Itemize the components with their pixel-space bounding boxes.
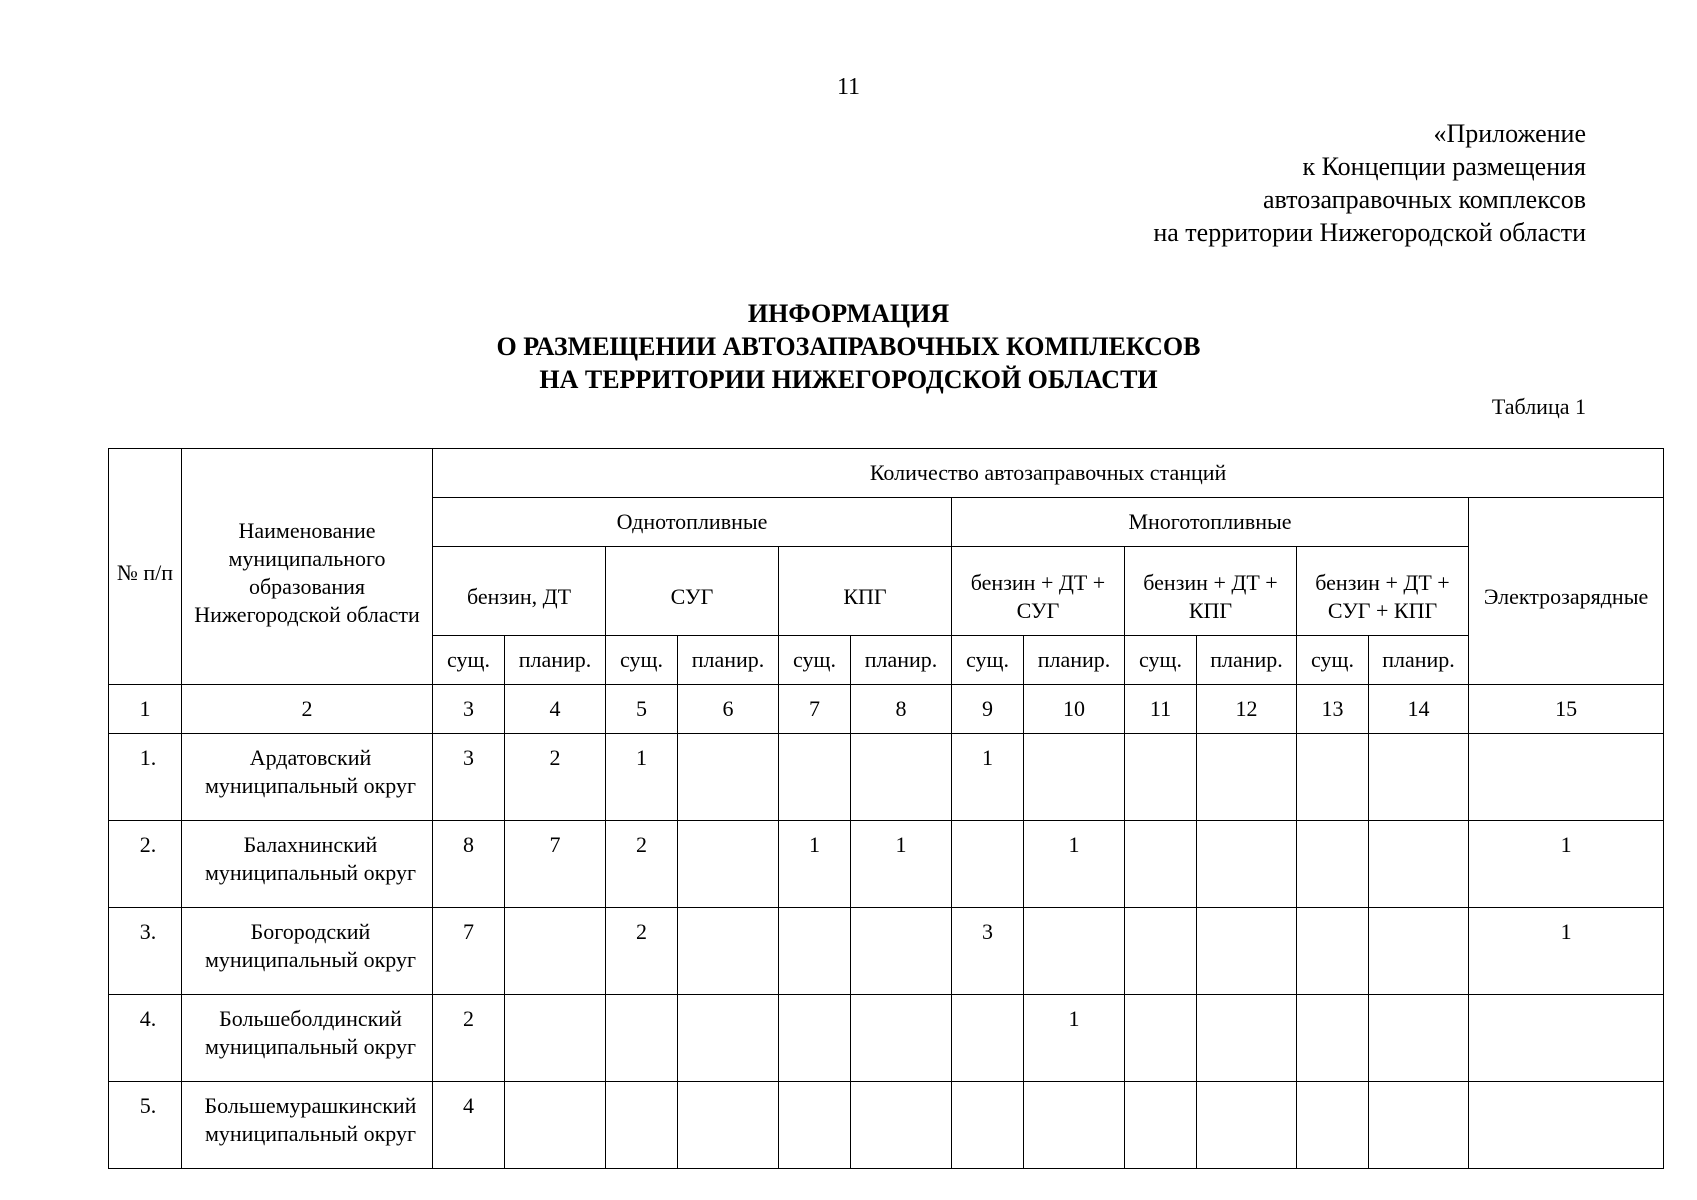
header-exist: сущ.	[1297, 636, 1369, 685]
header-exist: сущ.	[606, 636, 678, 685]
column-number: 5	[606, 685, 678, 734]
station-count-cell	[1125, 1082, 1197, 1169]
station-count-cell: 1	[1469, 908, 1664, 995]
header-multi-fuel: Многотопливные	[952, 498, 1469, 547]
header-single-fuel: Однотопливные	[433, 498, 952, 547]
station-count-cell	[505, 908, 606, 995]
column-number: 1	[109, 685, 182, 734]
station-count-cell: 7	[505, 821, 606, 908]
header-exist: сущ.	[952, 636, 1024, 685]
station-count-cell: 4	[433, 1082, 505, 1169]
station-count-cell	[678, 821, 779, 908]
station-count-cell: 1	[1469, 821, 1664, 908]
station-count-cell	[1369, 1082, 1469, 1169]
column-number-row	[109, 685, 1664, 734]
station-count-cell: 8	[433, 821, 505, 908]
station-count-cell	[606, 995, 678, 1082]
header-petrol-dt-kpg: бензин + ДТ + КПГ	[1125, 547, 1297, 636]
table-row	[109, 821, 1664, 908]
station-count-cell	[1024, 734, 1125, 821]
station-count-cell	[1297, 995, 1369, 1082]
station-count-cell: 1	[1024, 995, 1125, 1082]
station-count-cell	[1369, 995, 1469, 1082]
appendix-line: к Концепции размещения	[1302, 152, 1586, 181]
title-line: НА ТЕРРИТОРИИ НИЖЕГОРОДСКОЙ ОБЛАСТИ	[539, 365, 1158, 394]
title-line: О РАЗМЕЩЕНИИ АВТОЗАПРАВОЧНЫХ КОМПЛЕКСОВ	[496, 332, 1201, 361]
station-count-cell	[779, 995, 851, 1082]
row-number: 5.	[109, 1082, 182, 1169]
station-count-cell	[1197, 734, 1297, 821]
column-number: 15	[1469, 685, 1664, 734]
row-number: 1.	[109, 734, 182, 821]
header-num: № п/п	[109, 449, 182, 685]
row-number: 3.	[109, 908, 182, 995]
column-number: 4	[505, 685, 606, 734]
header-petrol-dt-sug: бензин + ДТ + СУГ	[952, 547, 1125, 636]
header-petrol-dt-sug-kpg: бензин + ДТ + СУГ + КПГ	[1297, 547, 1469, 636]
header-plan: планир.	[678, 636, 779, 685]
header-exist: сущ.	[779, 636, 851, 685]
station-count-cell	[678, 995, 779, 1082]
station-count-cell	[952, 995, 1024, 1082]
station-count-cell	[1125, 821, 1197, 908]
header-exist: сущ.	[1125, 636, 1197, 685]
station-count-cell	[851, 908, 952, 995]
station-count-cell	[1125, 908, 1197, 995]
station-count-cell: 3	[433, 734, 505, 821]
station-count-cell	[1469, 995, 1664, 1082]
station-count-cell: 2	[606, 908, 678, 995]
station-count-cell	[1369, 908, 1469, 995]
station-count-cell	[505, 1082, 606, 1169]
title-line: ИНФОРМАЦИЯ	[747, 299, 950, 328]
header-plan: планир.	[1369, 636, 1469, 685]
appendix-caption	[1153, 117, 1586, 249]
station-count-cell	[1469, 1082, 1664, 1169]
column-number: 2	[182, 685, 433, 734]
column-number: 11	[1125, 685, 1197, 734]
row-number: 4.	[109, 995, 182, 1082]
station-count-cell	[952, 1082, 1024, 1169]
column-number: 14	[1369, 685, 1469, 734]
station-count-cell	[779, 734, 851, 821]
table-row	[109, 734, 1664, 821]
station-count-cell	[505, 995, 606, 1082]
station-count-cell	[1297, 821, 1369, 908]
station-count-cell	[779, 908, 851, 995]
municipality-name: Большеболдинский муниципальный округ	[182, 995, 433, 1082]
header-plan: планир.	[505, 636, 606, 685]
station-count-cell	[1369, 734, 1469, 821]
column-number: 9	[952, 685, 1024, 734]
table-row	[109, 995, 1664, 1082]
station-count-cell	[1369, 821, 1469, 908]
station-count-cell	[1197, 1082, 1297, 1169]
station-count-cell	[1197, 908, 1297, 995]
column-number: 7	[779, 685, 851, 734]
appendix-line: на территории Нижегородской области	[1153, 218, 1586, 247]
station-count-cell	[678, 908, 779, 995]
table-row	[109, 1082, 1664, 1169]
station-count-cell	[1024, 1082, 1125, 1169]
station-count-cell: 1	[952, 734, 1024, 821]
station-count-cell	[678, 1082, 779, 1169]
station-count-cell: 3	[952, 908, 1024, 995]
station-count-cell	[1024, 908, 1125, 995]
station-count-cell: 2	[505, 734, 606, 821]
municipality-name: Балахнинский муниципальный округ	[182, 821, 433, 908]
station-count-cell	[1297, 908, 1369, 995]
column-number: 8	[851, 685, 952, 734]
station-count-cell: 1	[779, 821, 851, 908]
station-count-cell	[779, 1082, 851, 1169]
header-station-count: Количество автозаправочных станций	[433, 449, 1664, 498]
station-count-cell	[851, 734, 952, 821]
stations-table	[108, 448, 1664, 1169]
municipality-name: Ардатовский муниципальный округ	[182, 734, 433, 821]
station-count-cell	[1469, 734, 1664, 821]
municipality-name: Большемурашкинский муниципальный округ	[182, 1082, 433, 1169]
header-plan: планир.	[1024, 636, 1125, 685]
header-sug: СУГ	[606, 547, 779, 636]
station-count-cell	[1197, 995, 1297, 1082]
station-count-cell	[952, 821, 1024, 908]
station-count-cell: 1	[851, 821, 952, 908]
table-label: Таблица 1	[1491, 394, 1586, 419]
station-count-cell	[1197, 821, 1297, 908]
station-count-cell	[1125, 995, 1197, 1082]
header-name: Наименование муниципального образования Нижегородской области	[182, 449, 433, 685]
document-title	[0, 297, 1697, 396]
station-count-cell: 1	[606, 734, 678, 821]
station-count-cell	[1297, 734, 1369, 821]
station-count-cell	[851, 995, 952, 1082]
header-electric: Электрозарядные	[1469, 498, 1664, 685]
page-number: 11	[836, 74, 861, 100]
station-count-cell	[1125, 734, 1197, 821]
header-plan: планир.	[1197, 636, 1297, 685]
column-number: 13	[1297, 685, 1369, 734]
column-number: 3	[433, 685, 505, 734]
column-number: 12	[1197, 685, 1297, 734]
station-count-cell	[1297, 1082, 1369, 1169]
station-count-cell: 2	[606, 821, 678, 908]
header-exist: сущ.	[433, 636, 505, 685]
header-kpg: КПГ	[779, 547, 952, 636]
header-petrol-dt: бензин, ДТ	[433, 547, 606, 636]
row-number: 2.	[109, 821, 182, 908]
column-number: 10	[1024, 685, 1125, 734]
municipality-name: Богородский муниципальный округ	[182, 908, 433, 995]
station-count-cell	[606, 1082, 678, 1169]
table-row	[109, 908, 1664, 995]
appendix-line: «Приложение	[1433, 119, 1586, 148]
column-number: 6	[678, 685, 779, 734]
station-count-cell: 7	[433, 908, 505, 995]
appendix-line: автозаправочных комплексов	[1263, 185, 1586, 214]
station-count-cell	[851, 1082, 952, 1169]
station-count-cell: 2	[433, 995, 505, 1082]
station-count-cell	[678, 734, 779, 821]
header-plan: планир.	[851, 636, 952, 685]
station-count-cell: 1	[1024, 821, 1125, 908]
